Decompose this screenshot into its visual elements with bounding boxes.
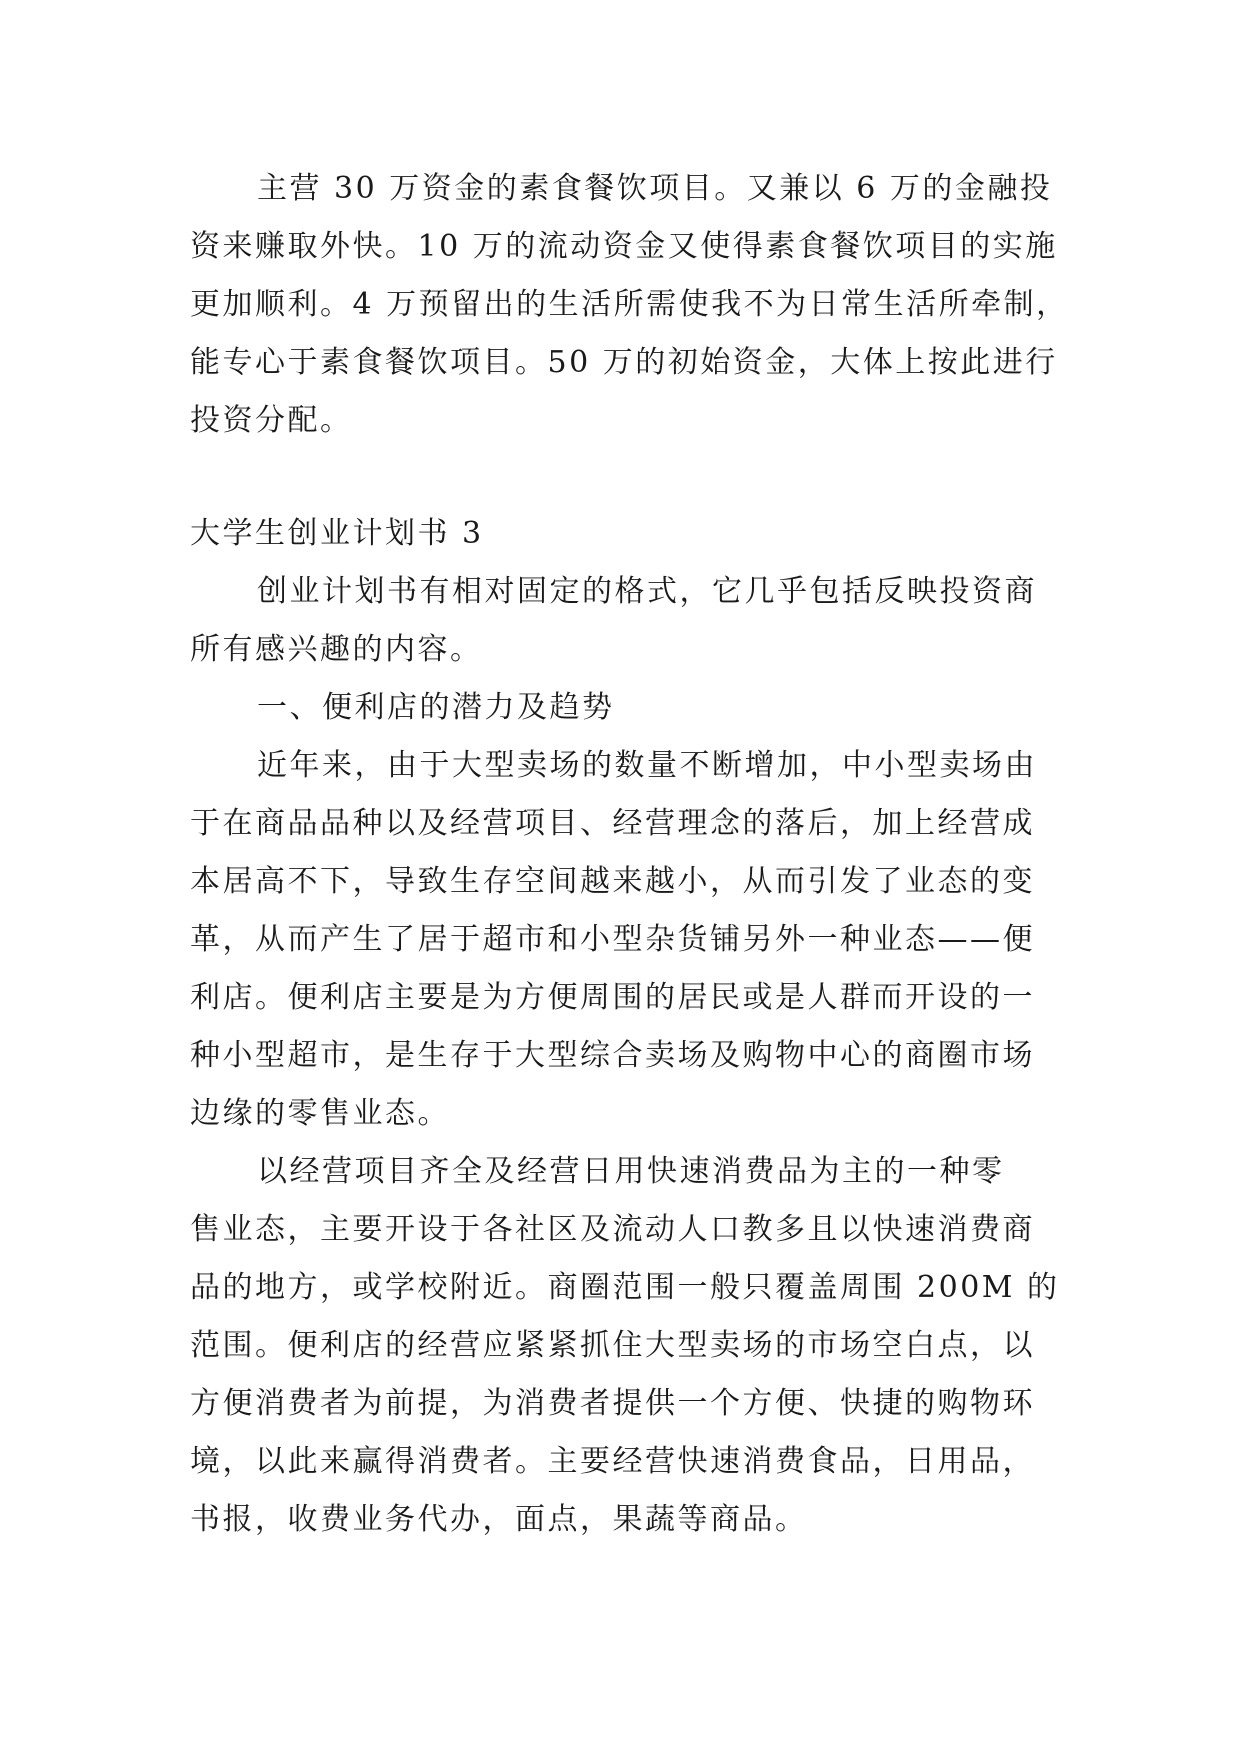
text-line: 于在商品品种以及经营项目、经营理念的落后，加上经营成 xyxy=(190,806,1035,841)
text-line: 所有感兴趣的内容。 xyxy=(190,632,483,667)
text-line: 主营 30 万资金的素食餐饮项目。又兼以 6 万的金融投 xyxy=(257,171,1053,206)
text-line: 品的地方，或学校附近。商圈范围一般只覆盖周围 200M 的 xyxy=(190,1270,1060,1305)
text-line: 种小型超市，是生存于大型综合卖场及购物中心的商圈市场 xyxy=(190,1038,1035,1073)
text-line: 边缘的零售业态。 xyxy=(190,1096,450,1131)
paragraph-investment-allocation xyxy=(190,160,1069,450)
section-title-text: 大学生创业计划书 3 xyxy=(190,516,484,551)
text-line: 创业计划书有相对固定的格式，它几乎包括反映投资商 xyxy=(257,574,1037,609)
subheading xyxy=(190,679,1065,737)
text-line: 利店。便利店主要是为方便周围的居民或是人群而开设的一 xyxy=(190,980,1035,1015)
paragraph-convenience-store-operations xyxy=(190,1143,1065,1549)
text-line: 本居高不下，导致生存空间越来越小，从而引发了业态的变 xyxy=(190,864,1035,899)
text-line: 革，从而产生了居于超市和小型杂货铺另外一种业态——便 xyxy=(190,922,1035,957)
text-line: 书报，收费业务代办，面点，果蔬等商品。 xyxy=(190,1502,808,1537)
text-line: 以经营项目齐全及经营日用快速消费品为主的一种零 xyxy=(257,1154,1005,1189)
subheading-text: 一、便利店的潜力及趋势 xyxy=(257,690,615,725)
paragraph-intro xyxy=(190,563,1065,679)
text-line: 能专心于素食餐饮项目。50 万的初始资金，大体上按此进行 xyxy=(190,345,1058,380)
text-line: 方便消费者为前提，为消费者提供一个方便、快捷的购物环 xyxy=(190,1386,1035,1421)
text-line: 投资分配。 xyxy=(190,403,353,438)
document-page xyxy=(190,160,1069,1549)
text-line: 近年来，由于大型卖场的数量不断增加，中小型卖场由 xyxy=(257,748,1037,783)
text-line: 境，以此来赢得消费者。主要经营快速消费食品，日用品， xyxy=(190,1444,1035,1479)
text-line: 售业态，主要开设于各社区及流动人口教多且以快速消费商 xyxy=(190,1212,1035,1247)
text-line: 资来赚取外快。10 万的流动资金又使得素食餐饮项目的实施 xyxy=(190,229,1058,264)
text-line: 范围。便利店的经营应紧紧抓住大型卖场的市场空白点，以 xyxy=(190,1328,1035,1363)
text-line: 更加顺利。4 万预留出的生活所需使我不为日常生活所牵制， xyxy=(190,287,1069,322)
section-title xyxy=(190,505,1065,563)
paragraph-convenience-store-background xyxy=(190,737,1065,1143)
